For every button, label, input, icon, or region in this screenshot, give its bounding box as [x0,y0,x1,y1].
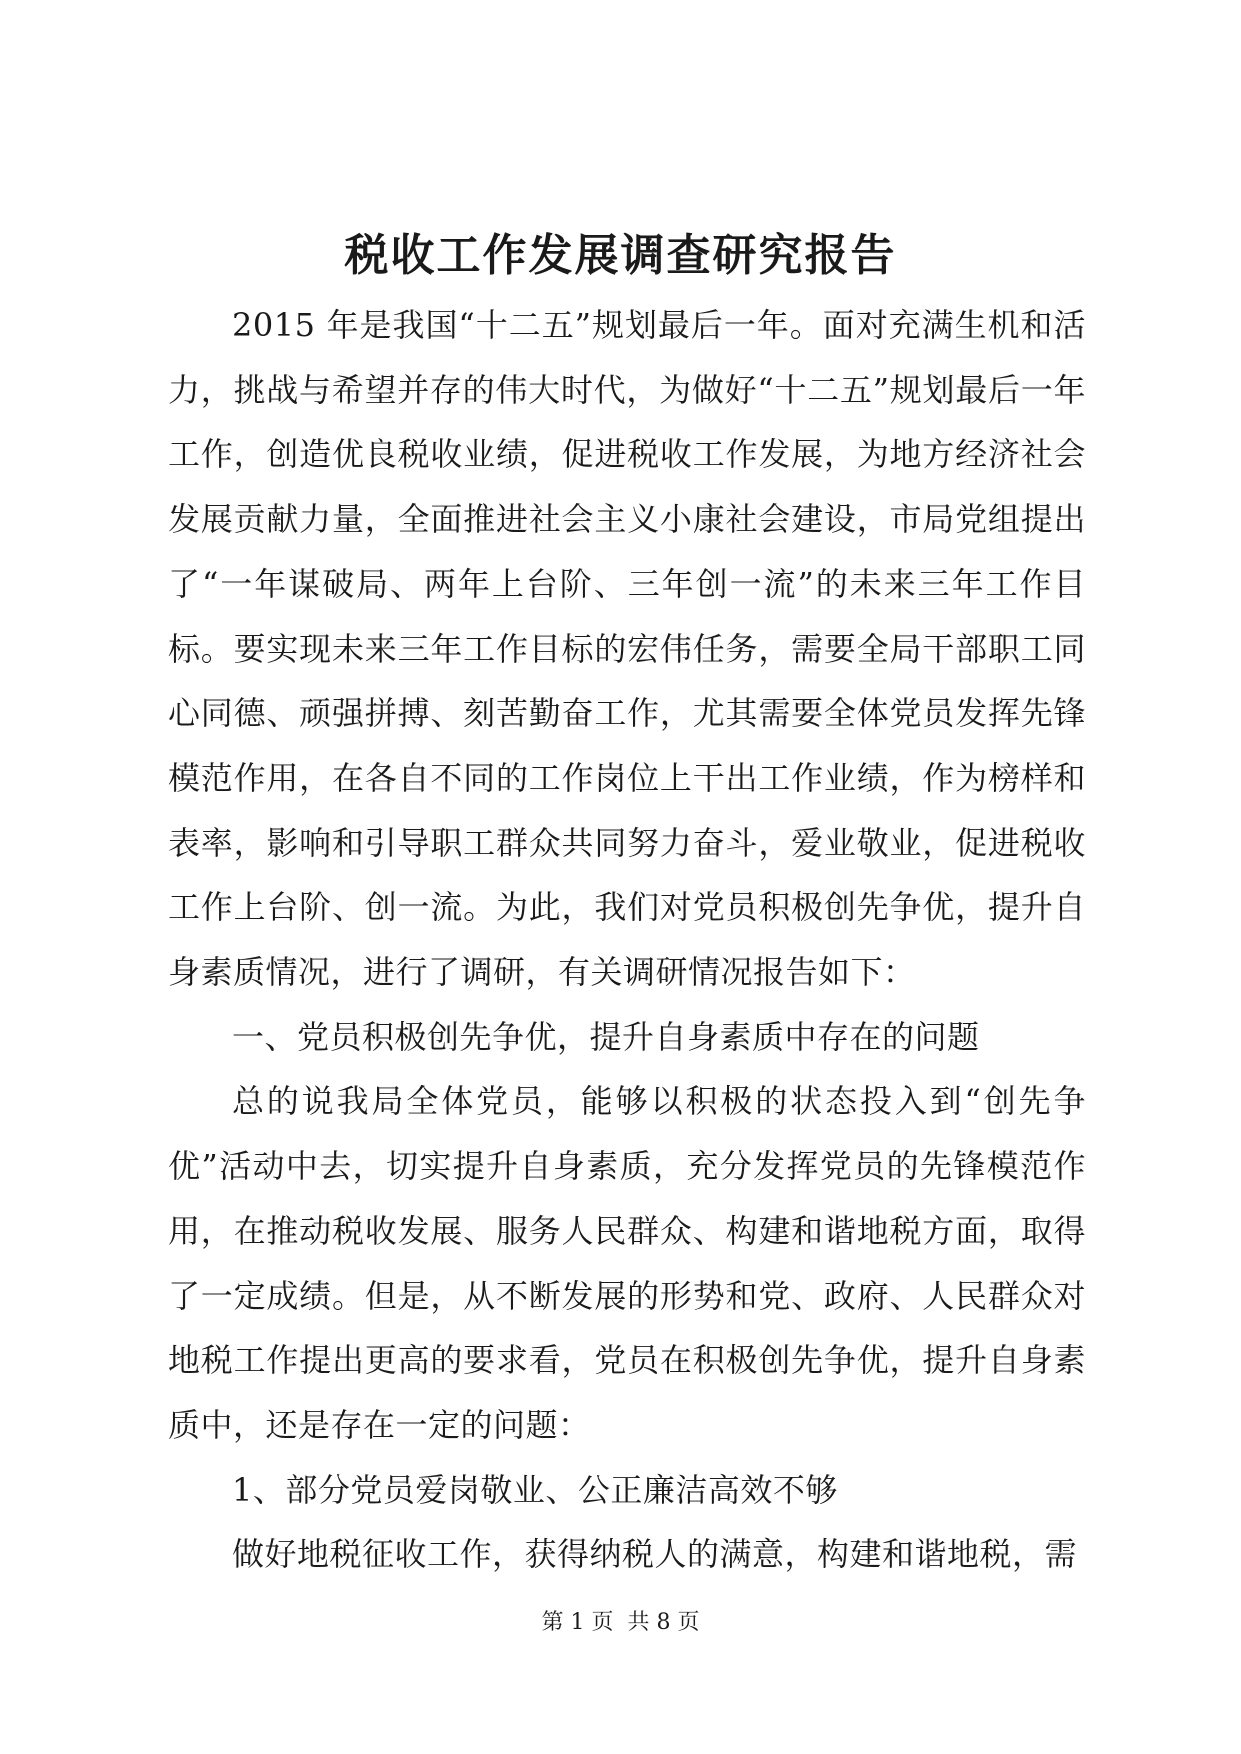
paragraph-subsection-1: 做好地税征收工作，获得纳税人的满意，构建和谐地税，需 [232,1535,1078,1574]
page-number: 第 1 页 共 8 页 [541,1610,700,1635]
document-title: 税收工作发展调查研究报告 [344,230,897,281]
section-heading-1: 一、党员积极创先争优，提升自身素质中存在的问题 [232,1017,980,1056]
page-footer [0,1608,1241,1638]
paragraph-section-1: 总的说我局全体党员，能够以积极的状态投入到“创先争优”活动中去，切实提升自身素质，充分发挥党员的先锋模范作用，在推动税收发展、服务人民群众、构建和谐地税方面，取得了一定成绩。但是，从不断发展的形势和党、政府、人民群众对地税工作提出更高的要求看，党员在积极创先争优，提升自身素质中，还是存在一定的问题： [168,1082,1086,1444]
document-body [168,293,1086,1587]
subsection-heading-1: 1、部分党员爱岗敬业、公正廉洁高效不够 [232,1470,838,1509]
paragraph-intro: 2015 年是我国“十二五”规划最后一年。面对充满生机和活力，挑战与希望并存的伟大时代，为做好“十二五”规划最后一年工作，创造优良税收业绩，促进税收工作发展，为地方经济社会发展贡献力量，全面推进社会主义小康社会建设，市局党组提出了“一年谋破局、两年上台阶、三年创一流”的未来三年工作目标。要实现未来三年工作目标的宏伟任务，需要全局干部职工同心同德、顽强拼搏、刻苦勤奋工作，尤其需要全体党员发挥先锋模范作用，在各自不同的工作岗位上干出工作业绩，作为榜样和表率，影响和引导职工群众共同努力奋斗，爱业敬业，促进税收工作上台阶、创一流。为此，我们对党员积极创先争优，提升自身素质情况，进行了调研，有关调研情况报告如下： [168,306,1086,992]
